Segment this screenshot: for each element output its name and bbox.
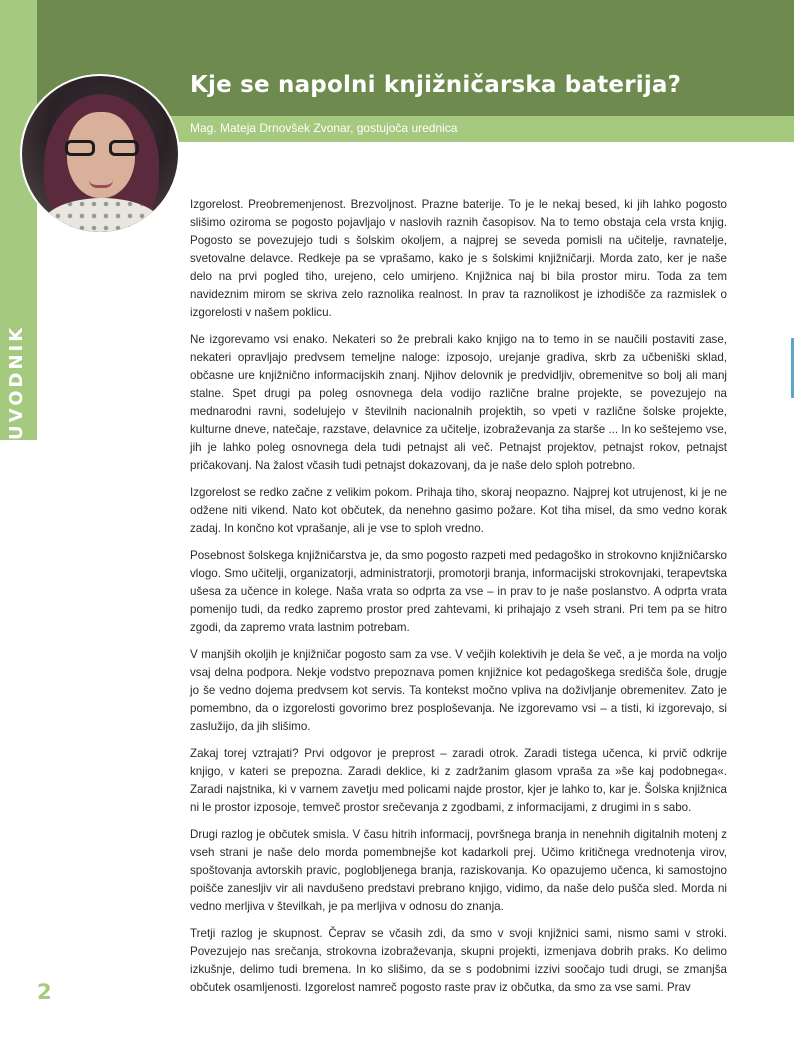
paragraph: Posebnost šolskega knjižničarstva je, da smo pogosto razpeti med pedagoško in strokovno knjižničarsko vlogo. Smo učitelji, organizatorji, administratorji, promotorji branja, informacijski strokovnjaki, terapevtska ušesa za učence in kolege. Naša vrata so odprta za vse – in prav to je naše poslanstvo. A odprta vrata pomenijo tudi, da redko zapremo prostor pred zahtevami, ki prihajajo z vseh strani. Pri tem pa se hitro zgodi, da zapremo vrata lastnim potrebam. xyxy=(190,549,727,634)
paragraph: Ne izgorevamo vsi enako. Nekateri so že prebrali kako knjigo na to temo in se naučili postaviti zase, nekateri opravljajo predvsem temeljne naloge: izposojo, urejanje gradiva, skrb za učbeniški sklad, občasne ure knjižnično informacijskih znanj. Njihov delovnik je predvidljiv, obremenitve so bolj ali manj stalne. Spet drugi pa poleg osnovnega dela vodijo različne bralne projekte, se povezujejo na mednarodni ravni, sodelujejo v številnih nacionalnih projektih, so vpeti v različne šolske projekte, kulturne dneve, natečaje, razstave, delavnice za učitelje, izobraževanja za starše ... In ko seštejemo vse, jih je lahko poleg osnovnega dela tudi petnajst ali več. Petnajst projektov, petnajst rokov, petnajst pričakovanj. Na žalost včasih tudi petnajst dokazovanj, da je naše delo sploh potrebno. xyxy=(190,333,727,472)
article-title: Kje se napolni knjižničarska baterija? xyxy=(190,72,682,98)
section-label-text: UVODNIK xyxy=(6,324,27,440)
author-photo xyxy=(20,74,180,234)
paragraph: Zakaj torej vztrajati? Prvi odgovor je preprost – zaradi otrok. Zaradi tistega učenca, ki prvič odkrije knjigo, v kateri se prepozna. Zaradi deklice, ki z zadržanim glasom vpraša za »še kaj podobnega«. Zaradi najstnika, ki v varnem zavetju med policami najde prostor, kjer je lahko to, kar je. Šolska knjižnica ni le prostor izposoje, temveč prostor srečevanja z zgodbami, z informacijami, z drugimi in s sabo. xyxy=(190,747,727,814)
paragraph: V manjših okoljih je knjižničar pogosto sam za vse. V večjih kolektivih je dela še več, a je morda na voljo vsaj delna podpora. Nekje vodstvo prepoznava pomen knjižnice kot pedagoškega središča šole, drugje jo še vedno dojema predvsem kot servis. Ta kontekst močno vpliva na doživljanje obremenitev. Zato je pomembno, da o izgorelosti govorimo brez posploševanja. Ne izgorevamo vsi – a tisti, ki izgorevajo, si zaslužijo, da jih slišimo. xyxy=(190,648,727,733)
page-number: 2 xyxy=(37,980,52,1004)
article-body xyxy=(190,196,727,1006)
author-line: Mag. Mateja Drnovšek Zvonar, gostujoča urednica xyxy=(190,121,458,135)
paragraph: Izgorelost se redko začne z velikim pokom. Prihaja tiho, skoraj neopazno. Najprej kot utrujenost, ki je ne odžene niti vikend. Nato kot občutek, da nenehno gasimo požare. Kot tiha misel, da smo vedno korak zadaj. In končno kot vprašanje, ali je vse to sploh vredno. xyxy=(190,486,727,535)
paragraph: Izgorelost. Preobremenjenost. Brezvoljnost. Prazne baterije. To je le nekaj besed, ki jih lahko pogosto slišimo oziroma se pogosto pojavljajo v naslovih raznih časopisov. Na to temo obstaja cela vrsta knjig. Pogosto se povezujejo tudi s šolskim okoljem, a najprej se seveda pomisli na učitelje, ravnatelje, svetovalne delavce. Redkeje pa se vprašamo, kako je s šolskimi knjižničarji. Morda zato, ker je naše delo na prvi pogled tiho, urejeno, celo umirjeno. Knjižnica naj bi bila prostor miru. Toda za tem navideznim mirom se skriva zelo raznolika realnost. In prav ta raznolikost je izhodišče za razmislek o izgorelosti v našem poklicu. xyxy=(190,198,727,319)
paragraph: Drugi razlog je občutek smisla. V času hitrih informacij, površnega branja in nenehnih digitalnih motenj z vseh strani je naše delo morda pomembnejše kot kadarkoli prej. Učimo kritičnega vrednotenja virov, spoštovanja avtorskih pravic, poglobljenega branja, raziskovanja. Ko opazujemo učenca, ki samostojno poišče zanesljiv vir ali navdušeno predstavi prebrano knjigo, vidimo, da naše delo pušča sled. Morda ni vedno merljiva v številkah, je pa merljiva v odnosu do znanja. xyxy=(190,828,727,913)
paragraph: Tretji razlog je skupnost. Čeprav se včasih zdi, da smo v svoji knjižnici sami, nismo sami v stroki. Povezujejo nas srečanja, strokovna izobraževanja, skupni projekti, izmenjava dobrih praks. Ko delimo izkušnje, delimo tudi bremena. In ko slišimo, da se s podobnimi izzivi soočajo tudi drugi, se zmanjša občutek osamljenosti. Izgorelost namreč pogosto raste prav iz občutka, da smo za vse sami. Prav xyxy=(190,927,727,994)
